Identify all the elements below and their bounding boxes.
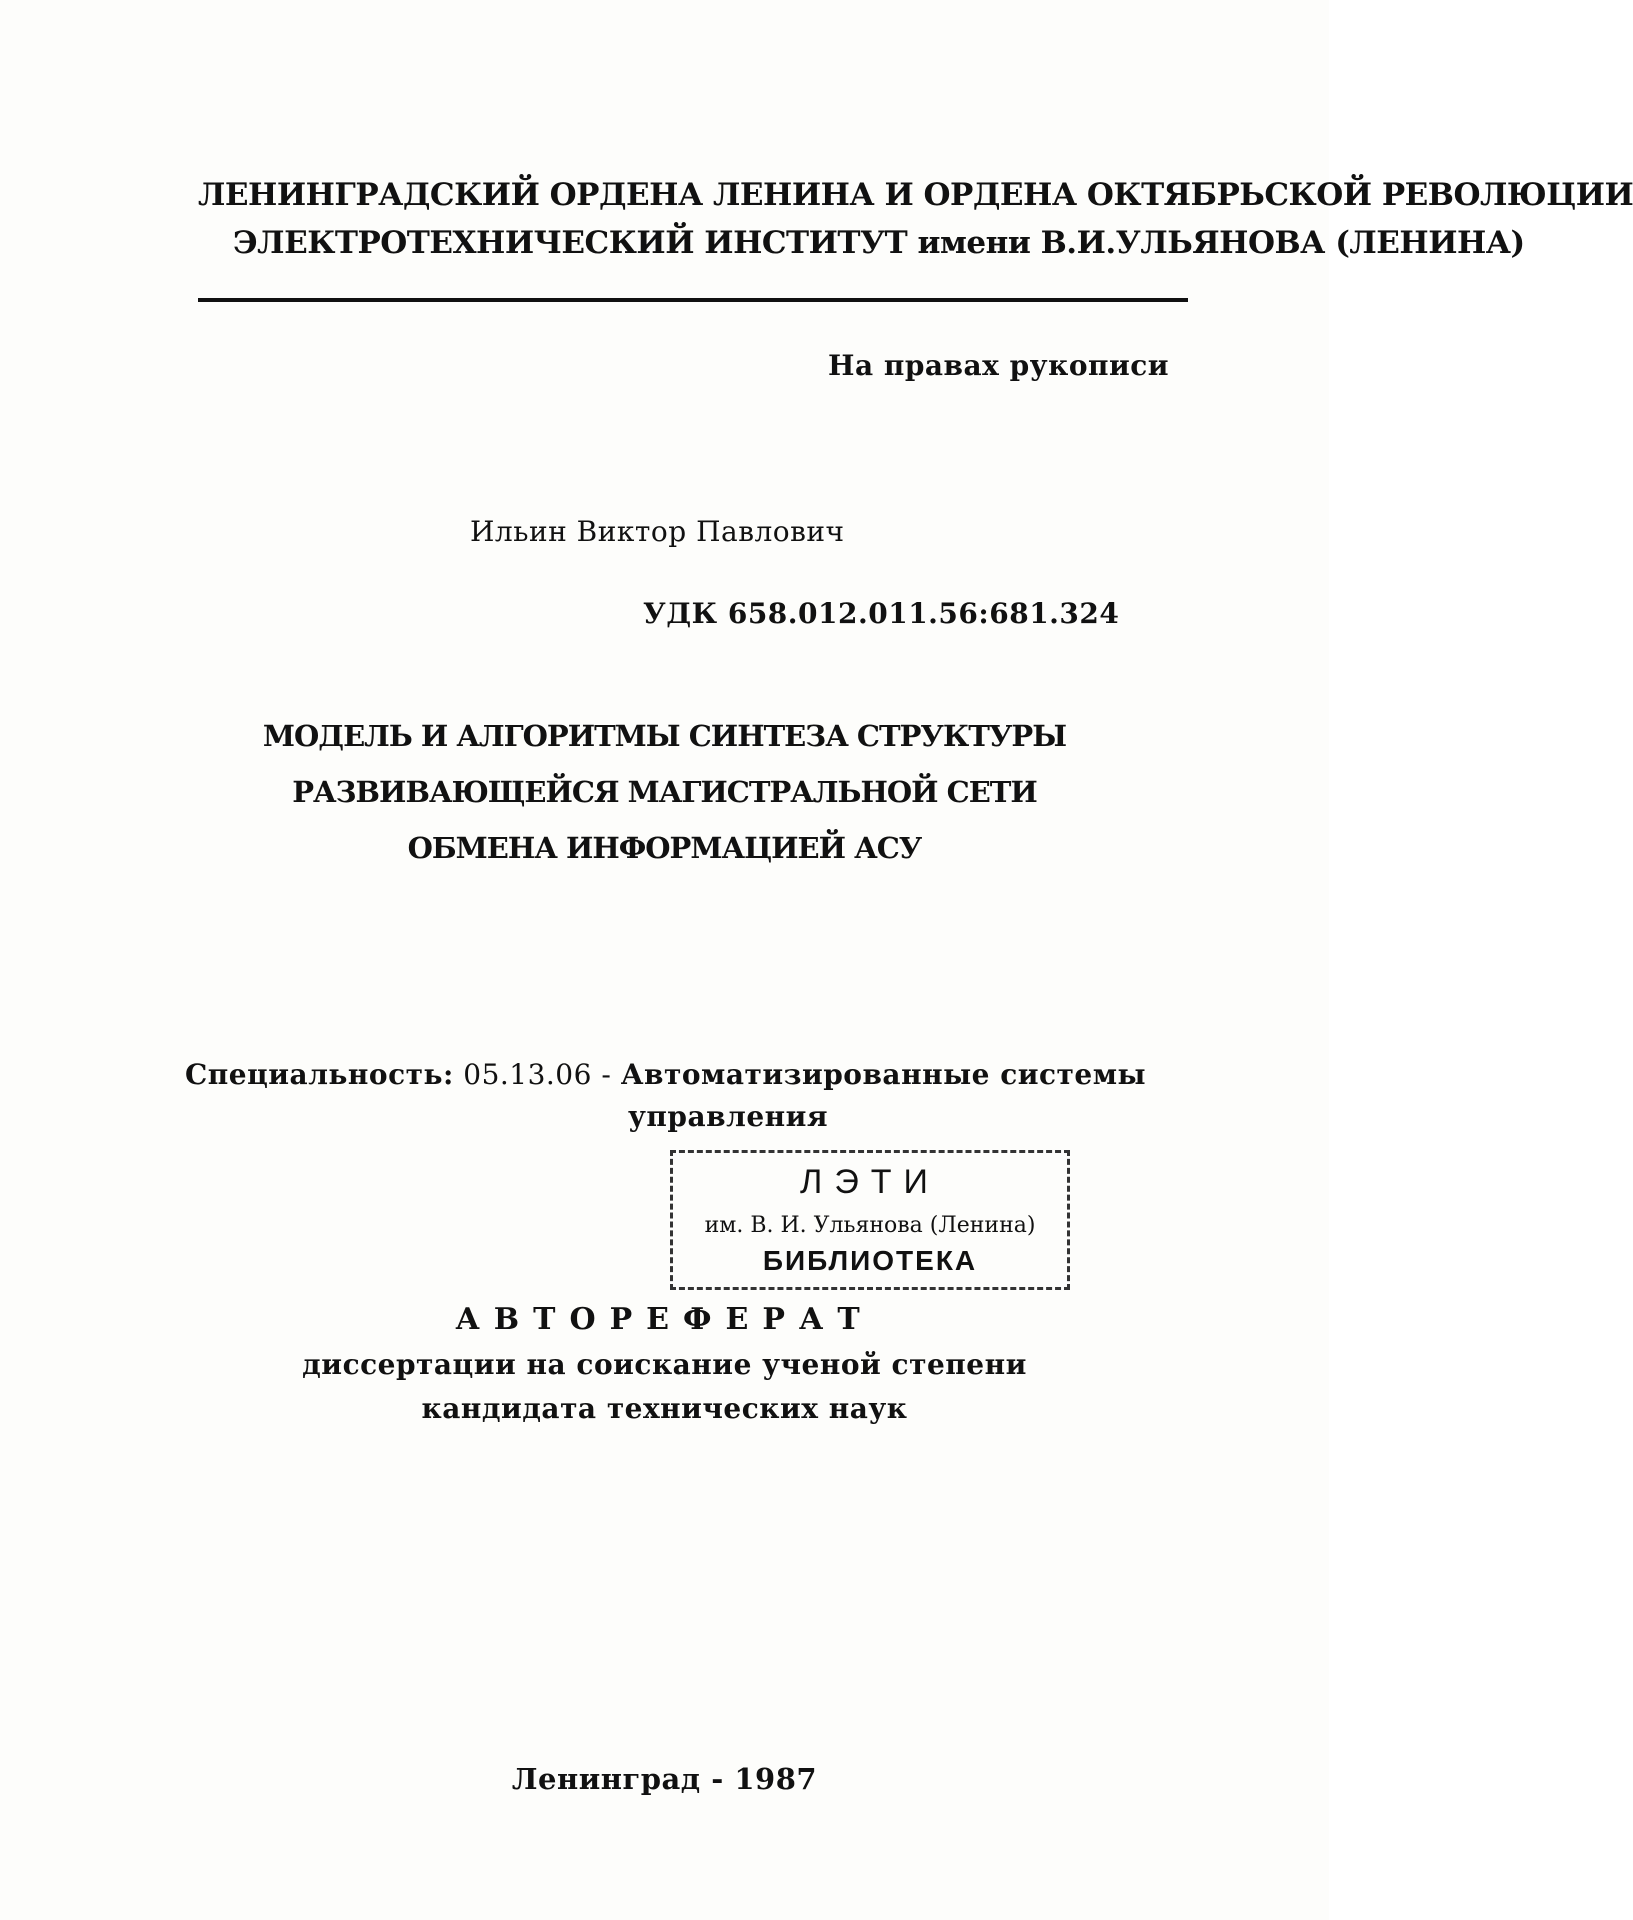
city-year: Ленинград - 1987 [511,1762,818,1796]
title-line-1: МОДЕЛЬ И АЛГОРИТМЫ СИНТЕЗА СТРУКТУРЫ [262,719,1067,753]
header-divider [198,298,1188,302]
udc-code: УДК 658.012.011.56:681.324 [643,597,1120,630]
specialty-dash: - [601,1058,612,1091]
library-stamp [670,1150,1070,1290]
abstract-line-3: кандидата технических наук [421,1392,908,1425]
stamp-line-2: им. В. И. Ульянова (Ленина) [704,1213,1036,1238]
institution-line-2: ЭЛЕКТРОТЕХНИЧЕСКИЙ ИНСТИТУТ имени В.И.УЛЬЯНОВА (ЛЕНИНА) [233,225,1525,261]
specialty-line [185,1058,1146,1091]
rights-note: На правах рукописи [828,349,1170,382]
abstract-line-2: диссертации на соискание ученой степени [302,1348,1027,1381]
author-name: Ильин Виктор Павлович [470,515,845,548]
specialty-code: 05.13.06 [463,1058,592,1091]
title-line-2: РАЗВИВАЮЩЕЙСЯ МАГИСТРАЛЬНОЙ СЕТИ [292,775,1037,809]
stamp-line-3: БИБЛИОТЕКА [762,1245,978,1276]
title-line-3: ОБМЕНА ИНФОРМАЦИЕЙ АСУ [407,831,922,865]
stamp-line-1: ЛЭТИ [800,1163,940,1201]
specialty-name-line-2: управления [628,1100,829,1133]
specialty-name: Автоматизированные системы [620,1058,1147,1091]
institution-line-1: ЛЕНИНГРАДСКИЙ ОРДЕНА ЛЕНИНА И ОРДЕНА ОКТЯБРЬСКОЙ РЕВОЛЮЦИИ [198,177,1633,213]
abstract-heading: АВТОРЕФЕРАТ [455,1302,874,1337]
specialty-label: Специальность: [185,1058,454,1091]
